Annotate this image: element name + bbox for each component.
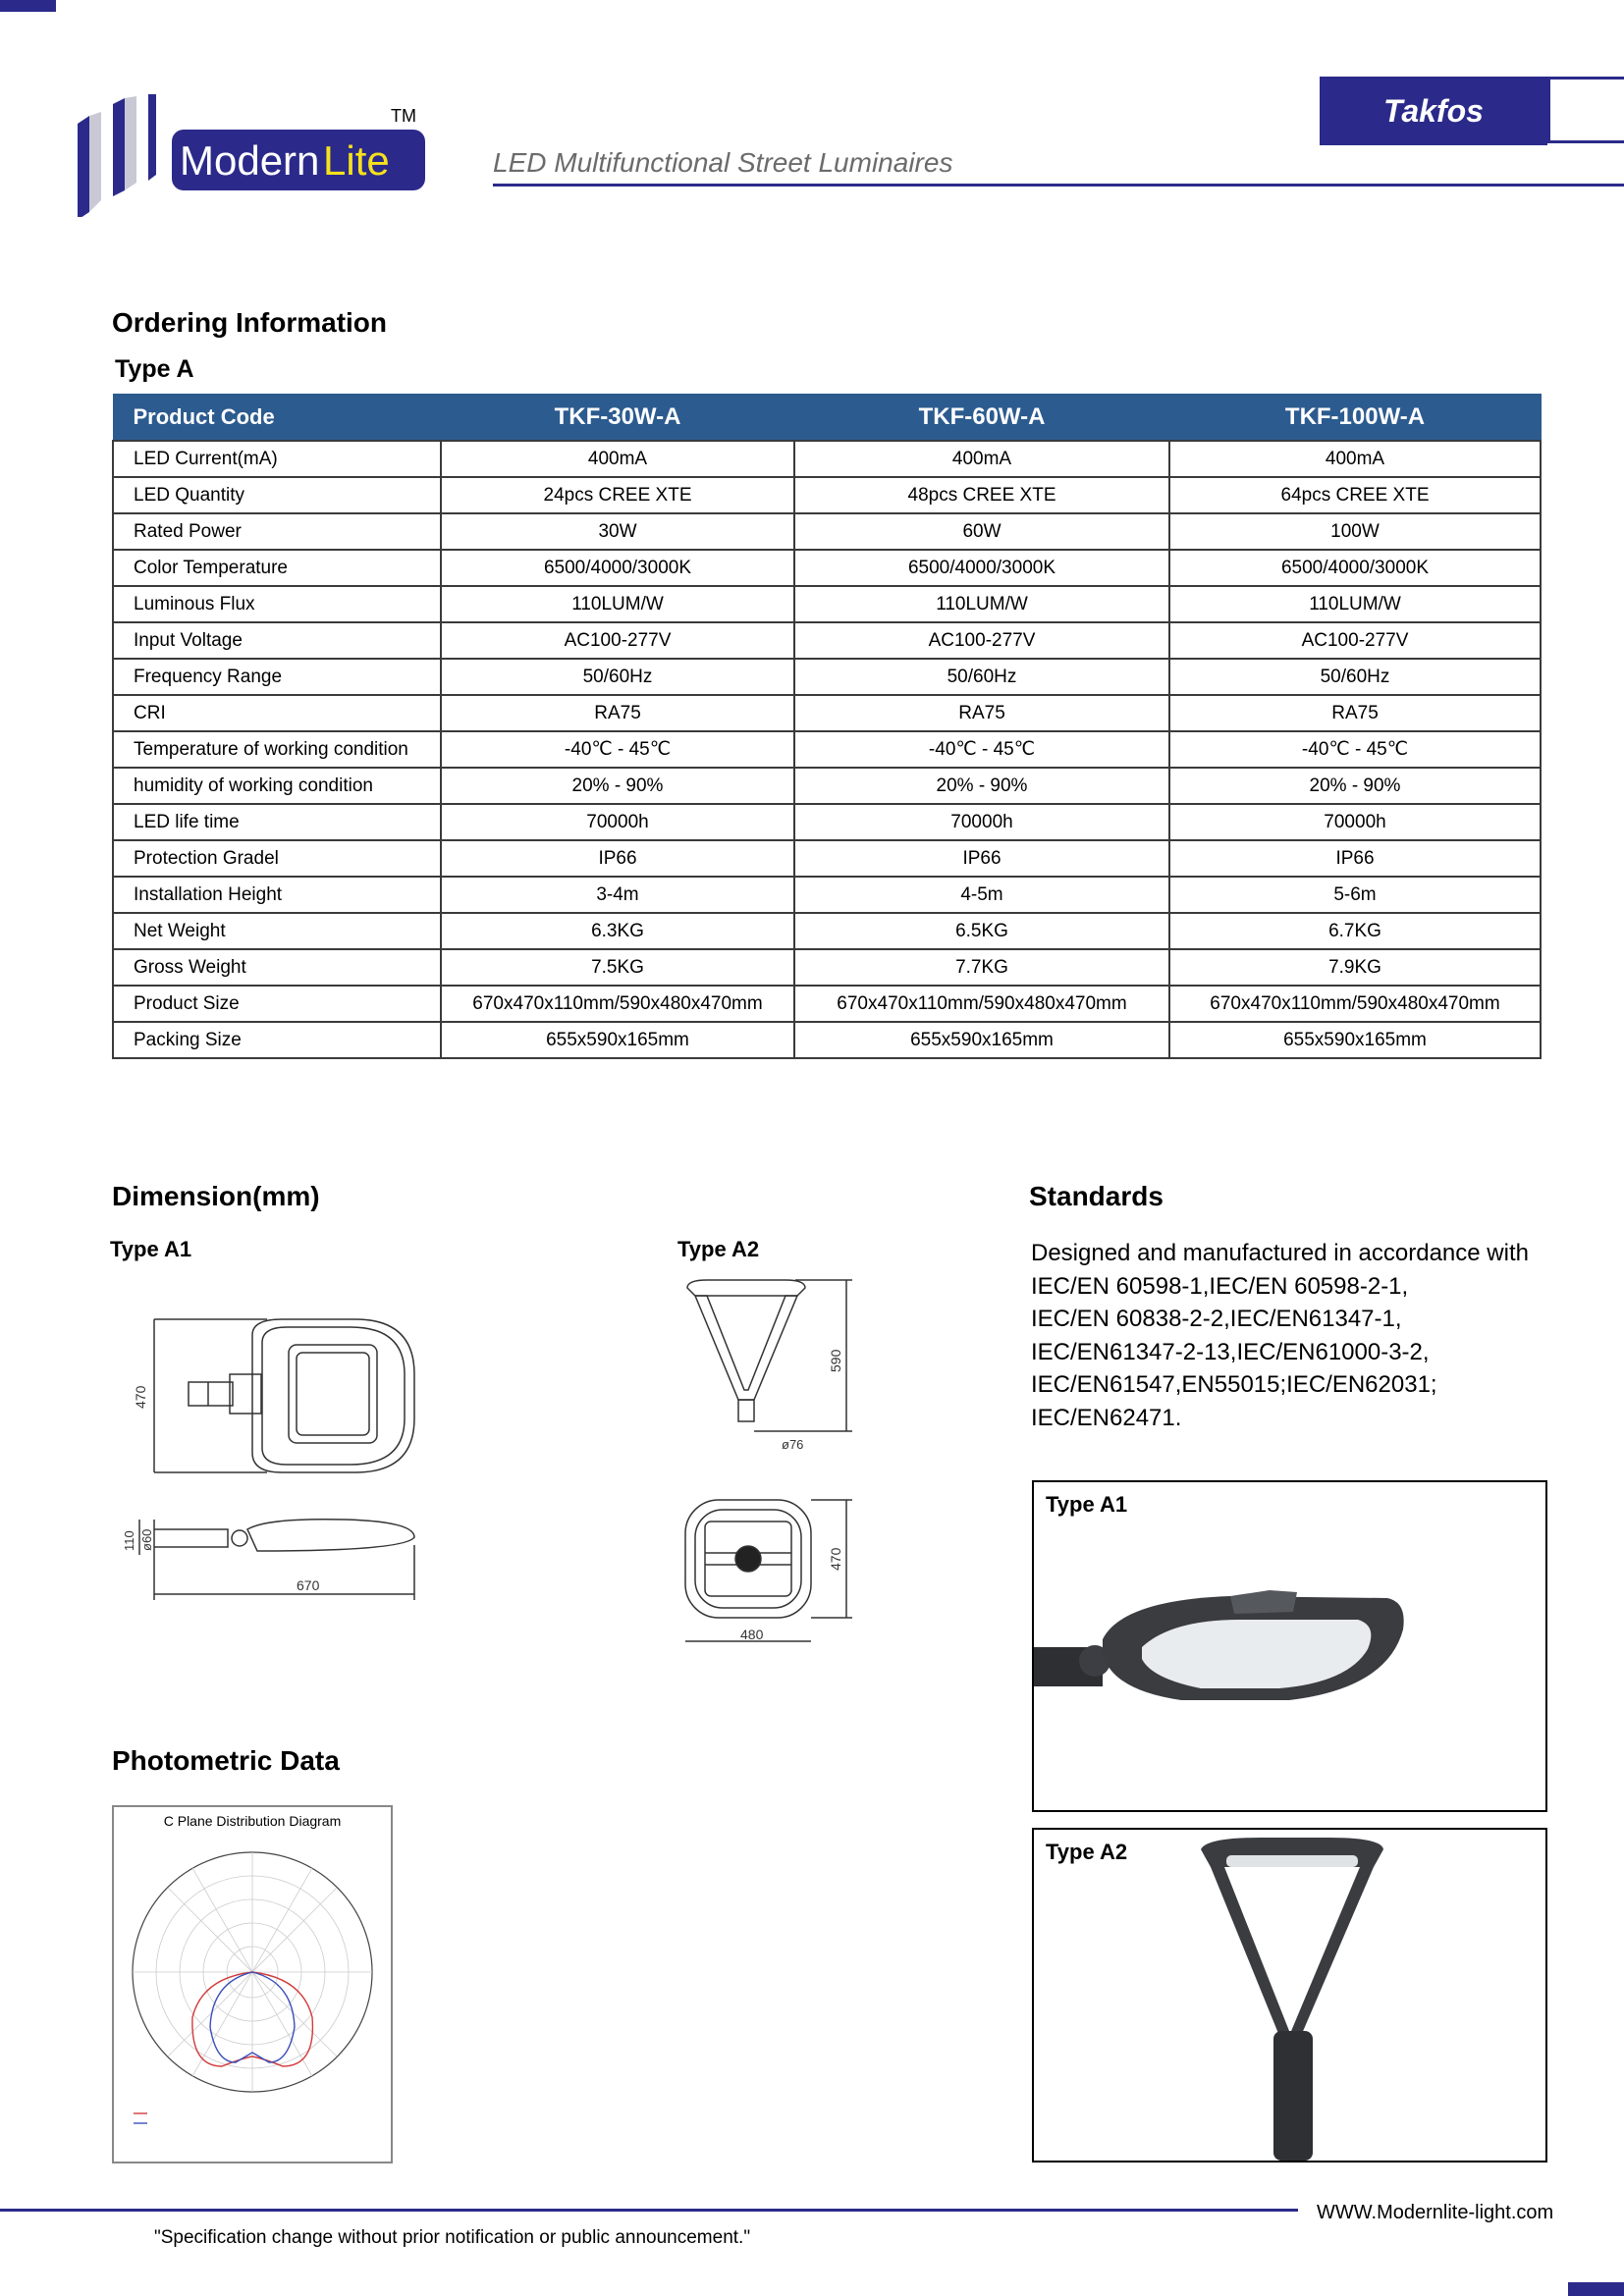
spec-cell: 60W	[794, 513, 1169, 550]
photo-type-a1	[1032, 1480, 1547, 1812]
spec-row-label: Input Voltage	[113, 622, 441, 659]
spec-row-label: Frequency Range	[113, 659, 441, 695]
photometric-title: Photometric Data	[112, 1745, 340, 1776]
spec-table	[112, 394, 1542, 1059]
spec-cell: IP66	[441, 840, 794, 877]
spec-cell: 50/60Hz	[794, 659, 1169, 695]
a1-length-dim: 670	[297, 1577, 320, 1593]
spec-cell: 110LUM/W	[1169, 586, 1541, 622]
spec-cell: RA75	[441, 695, 794, 731]
photo-type-a1-label: Type A1	[1046, 1492, 1128, 1517]
spec-row	[113, 441, 1541, 477]
spec-row-label: Luminous Flux	[113, 586, 441, 622]
spec-row-label: LED life time	[113, 804, 441, 840]
spec-cell: AC100-277V	[441, 622, 794, 659]
type-a2-top-drawing	[677, 1494, 864, 1651]
dimension-title: Dimension(mm)	[112, 1181, 320, 1211]
spec-cell: 7.7KG	[794, 949, 1169, 986]
spec-row	[113, 513, 1541, 550]
spec-cell: 6.7KG	[1169, 913, 1541, 949]
spec-row-label: Protection Gradel	[113, 840, 441, 877]
a2-height-dim: 590	[828, 1349, 843, 1372]
spec-row-label: Net Weight	[113, 913, 441, 949]
logo-word-modern: Modern	[180, 137, 320, 184]
standards-line: IEC/EN 60838-2-2,IEC/EN61347-1,	[1031, 1306, 1402, 1332]
spec-row-label: LED Quantity	[113, 477, 441, 513]
dimension-type-a1-label: Type A1	[110, 1237, 192, 1261]
spec-row-label: humidity of working condition	[113, 768, 441, 804]
spec-cell: 20% - 90%	[1169, 768, 1541, 804]
polar-plot	[114, 1831, 391, 2162]
spec-row-label: Product Size	[113, 986, 441, 1022]
spec-row	[113, 986, 1541, 1022]
spec-cell: 50/60Hz	[441, 659, 794, 695]
spec-row-label: Gross Weight	[113, 949, 441, 986]
spec-cell: 70000h	[1169, 804, 1541, 840]
standards-line: IEC/EN 60598-1,IEC/EN 60598-2-1,	[1031, 1272, 1409, 1300]
dimension-type-a2-label: Type A2	[677, 1237, 760, 1261]
spec-cell: 670x470x110mm/590x480x470mm	[1169, 986, 1541, 1022]
spec-cell: IP66	[1169, 840, 1541, 877]
ordering-type-label: Type A	[115, 355, 194, 383]
logo-word-lite: Lite	[323, 137, 390, 184]
corner-accent-bottom	[1568, 2282, 1624, 2296]
a2-top-height-dim: 470	[828, 1547, 843, 1571]
footer-disclaimer: "Specification change without prior notification or public announcement."	[154, 2227, 751, 2248]
trademark: TM	[391, 106, 416, 126]
spec-cell: 655x590x165mm	[441, 1022, 794, 1058]
spec-row	[113, 804, 1541, 840]
spec-cell: 50/60Hz	[1169, 659, 1541, 695]
spec-row	[113, 840, 1541, 877]
col-header: TKF-30W-A	[441, 395, 794, 442]
spec-cell: 655x590x165mm	[1169, 1022, 1541, 1058]
spec-cell: 400mA	[794, 441, 1169, 477]
spec-row-label: Temperature of working condition	[113, 731, 441, 768]
spec-cell: 48pcs CREE XTE	[794, 477, 1169, 513]
spec-cell: 6.3KG	[441, 913, 794, 949]
spec-row-label: Color Temperature	[113, 550, 441, 586]
spec-row	[113, 949, 1541, 986]
spec-cell: AC100-277V	[794, 622, 1169, 659]
spec-row	[113, 731, 1541, 768]
col-header: TKF-60W-A	[794, 395, 1169, 442]
standards-line: IEC/EN61347-2-13,IEC/EN61000-3-2,	[1031, 1338, 1430, 1365]
spec-row	[113, 477, 1541, 513]
photometric-diagram	[112, 1805, 393, 2163]
spec-row-label: Installation Height	[113, 877, 441, 913]
standards-title: Standards	[1029, 1181, 1164, 1211]
spec-cell: 24pcs CREE XTE	[441, 477, 794, 513]
spec-cell: 6500/4000/3000K	[441, 550, 794, 586]
spec-cell: 4-5m	[794, 877, 1169, 913]
brand-badge-tail	[1547, 77, 1624, 143]
type-a2-side-drawing	[677, 1274, 864, 1461]
standards-line: Designed and manufactured in accordance with	[1031, 1240, 1529, 1266]
spec-cell: 3-4m	[441, 877, 794, 913]
brand-badge	[1320, 77, 1547, 145]
spec-row	[113, 550, 1541, 586]
spec-cell: 100W	[1169, 513, 1541, 550]
spec-cell: 6500/4000/3000K	[1169, 550, 1541, 586]
standards-line: IEC/EN61547,EN55015;IEC/EN62031;	[1031, 1371, 1437, 1398]
standards-line: IEC/EN62471.	[1031, 1404, 1182, 1431]
header-divider	[493, 184, 1624, 187]
type-a1-top-drawing	[110, 1306, 424, 1482]
website-link[interactable]: WWW.Modernlite-light.com	[1317, 2202, 1554, 2223]
luminaire-a1-image	[1034, 1482, 1545, 1810]
page-subtitle: LED Multifunctional Street Luminaires	[493, 147, 953, 178]
spec-cell: RA75	[1169, 695, 1541, 731]
spec-cell: 670x470x110mm/590x480x470mm	[794, 986, 1169, 1022]
spec-row	[113, 768, 1541, 804]
spec-cell: RA75	[794, 695, 1169, 731]
spec-cell: 30W	[441, 513, 794, 550]
spec-row	[113, 622, 1541, 659]
spec-row-label: Rated Power	[113, 513, 441, 550]
spec-cell: IP66	[794, 840, 1169, 877]
spec-header-row	[113, 395, 1541, 442]
ordering-title: Ordering Information	[112, 307, 387, 338]
spec-cell: -40℃ - 45℃	[441, 731, 794, 768]
spec-row-label: CRI	[113, 695, 441, 731]
spec-cell: 5-6m	[1169, 877, 1541, 913]
spec-cell: 64pcs CREE XTE	[1169, 477, 1541, 513]
standards-text	[1031, 1237, 1620, 1434]
a1-side-height-dim: 110	[122, 1530, 136, 1551]
spec-cell: 110LUM/W	[794, 586, 1169, 622]
brand-name: Takfos	[1383, 92, 1484, 129]
spec-cell: 6500/4000/3000K	[794, 550, 1169, 586]
spec-cell: 6.5KG	[794, 913, 1169, 949]
spec-row	[113, 1022, 1541, 1058]
spec-cell: 70000h	[441, 804, 794, 840]
spec-row	[113, 695, 1541, 731]
spec-cell: 400mA	[1169, 441, 1541, 477]
spec-row-label: Packing Size	[113, 1022, 441, 1058]
photo-type-a2-label: Type A2	[1046, 1840, 1128, 1864]
a2-top-width-dim: 480	[740, 1627, 764, 1642]
corner-accent-top	[0, 0, 56, 12]
spec-row-label: LED Current(mA)	[113, 441, 441, 477]
spec-cell: -40℃ - 45℃	[794, 731, 1169, 768]
spec-cell: 670x470x110mm/590x480x470mm	[441, 986, 794, 1022]
spec-row	[113, 659, 1541, 695]
a2-pole-dim: ø76	[782, 1437, 804, 1452]
modernlite-logo	[76, 94, 429, 217]
photo-type-a2	[1032, 1828, 1547, 2163]
spec-cell: 7.5KG	[441, 949, 794, 986]
spec-cell: 400mA	[441, 441, 794, 477]
spec-row	[113, 877, 1541, 913]
spec-cell: 70000h	[794, 804, 1169, 840]
spec-cell: 20% - 90%	[441, 768, 794, 804]
spec-cell: 110LUM/W	[441, 586, 794, 622]
spec-cell: 20% - 90%	[794, 768, 1169, 804]
a1-height-dim: 470	[133, 1385, 148, 1409]
col-header: Product Code	[113, 395, 441, 442]
spec-row	[113, 913, 1541, 949]
spec-row	[113, 586, 1541, 622]
diagram-title: C Plane Distribution Diagram	[163, 1813, 342, 1829]
col-header: TKF-100W-A	[1169, 395, 1541, 442]
a1-side-pole-dim: ø60	[139, 1528, 154, 1551]
spec-cell: 7.9KG	[1169, 949, 1541, 986]
spec-cell: 655x590x165mm	[794, 1022, 1169, 1058]
luminaire-a2-image	[1034, 1830, 1545, 2161]
spec-cell: AC100-277V	[1169, 622, 1541, 659]
footer-divider	[0, 2209, 1298, 2212]
type-a1-side-drawing	[110, 1510, 424, 1608]
spec-cell: -40℃ - 45℃	[1169, 731, 1541, 768]
